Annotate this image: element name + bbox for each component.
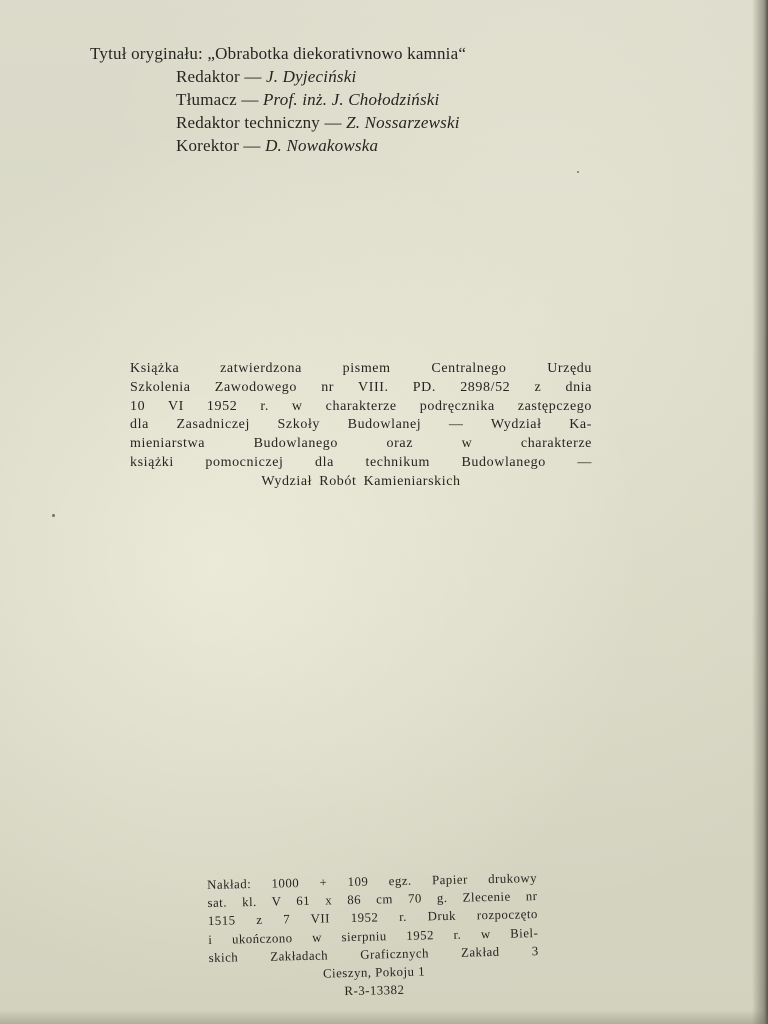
proofreader-label: Korektor — (176, 136, 266, 155)
paper-fleck (52, 514, 55, 517)
editor-line (90, 65, 610, 88)
approval-line: Wydział Robót Kamieniarskich (261, 473, 461, 489)
approval-line: Książka zatwierdzona pismem Centralnego Urzędu (130, 361, 592, 376)
imprint-line: Cieszyn, Pokoju 1 (322, 964, 426, 981)
proofreader-name: D. Nowakowska (265, 136, 379, 155)
approval-line: dla Zasadniczej Szkoły Budowlanej — Wydział Ka- (130, 417, 592, 433)
translator-name: Prof. inż. J. Chołodziński (262, 90, 440, 109)
technical-editor-line (90, 111, 610, 134)
approval-line: mieniarstwa Budowlanego oraz w charakterze (130, 436, 592, 452)
technical-editor-name: Z. Nossarzewski (346, 113, 460, 132)
credits-block (90, 42, 610, 157)
editor-name: J. Dyjeciński (266, 67, 357, 86)
imprint-line: Nakład: 1000 + 109 egz. Papier drukowy (207, 871, 538, 892)
approval-line: książki pomocniczej dla technikum Budowlanego — (130, 454, 592, 470)
page-edge-shadow (752, 0, 768, 1024)
technical-editor-label: Redaktor techniczny — (176, 113, 347, 132)
translator-line (90, 88, 610, 111)
editor-label: Redaktor — (176, 67, 267, 86)
paper-fleck (577, 171, 579, 173)
approval-line: 10 VI 1952 r. w charakterze podręcznika zastępczego (130, 398, 592, 414)
approval-paragraph (130, 360, 592, 492)
translator-label: Tłumacz — (176, 90, 263, 109)
proofreader-line (90, 134, 610, 157)
approval-line: Szkolenia Zawodowego nr VIII. PD. 2898/52 z dnia (130, 379, 592, 395)
imprint-line: skich Zakładach Graficznych Zakład 3 (208, 943, 539, 965)
imprint-line: i ukończono w sierpniu 1952 r. w Biel- (208, 925, 539, 947)
page-bottom-shadow (0, 1010, 768, 1024)
imprint-line: 1515 z 7 VII 1952 r. Druk rozpoczęto (207, 907, 539, 929)
original-title-line: Tytuł oryginału: „Obrabotka diekorativnowo kamnia“ (90, 44, 467, 63)
imprint-line: sat. kl. V 61 x 86 cm 70 g. Zlecenie nr (207, 889, 538, 911)
imprint-catalog-number: R-3-13382 (344, 983, 405, 999)
printing-imprint (207, 869, 540, 1003)
